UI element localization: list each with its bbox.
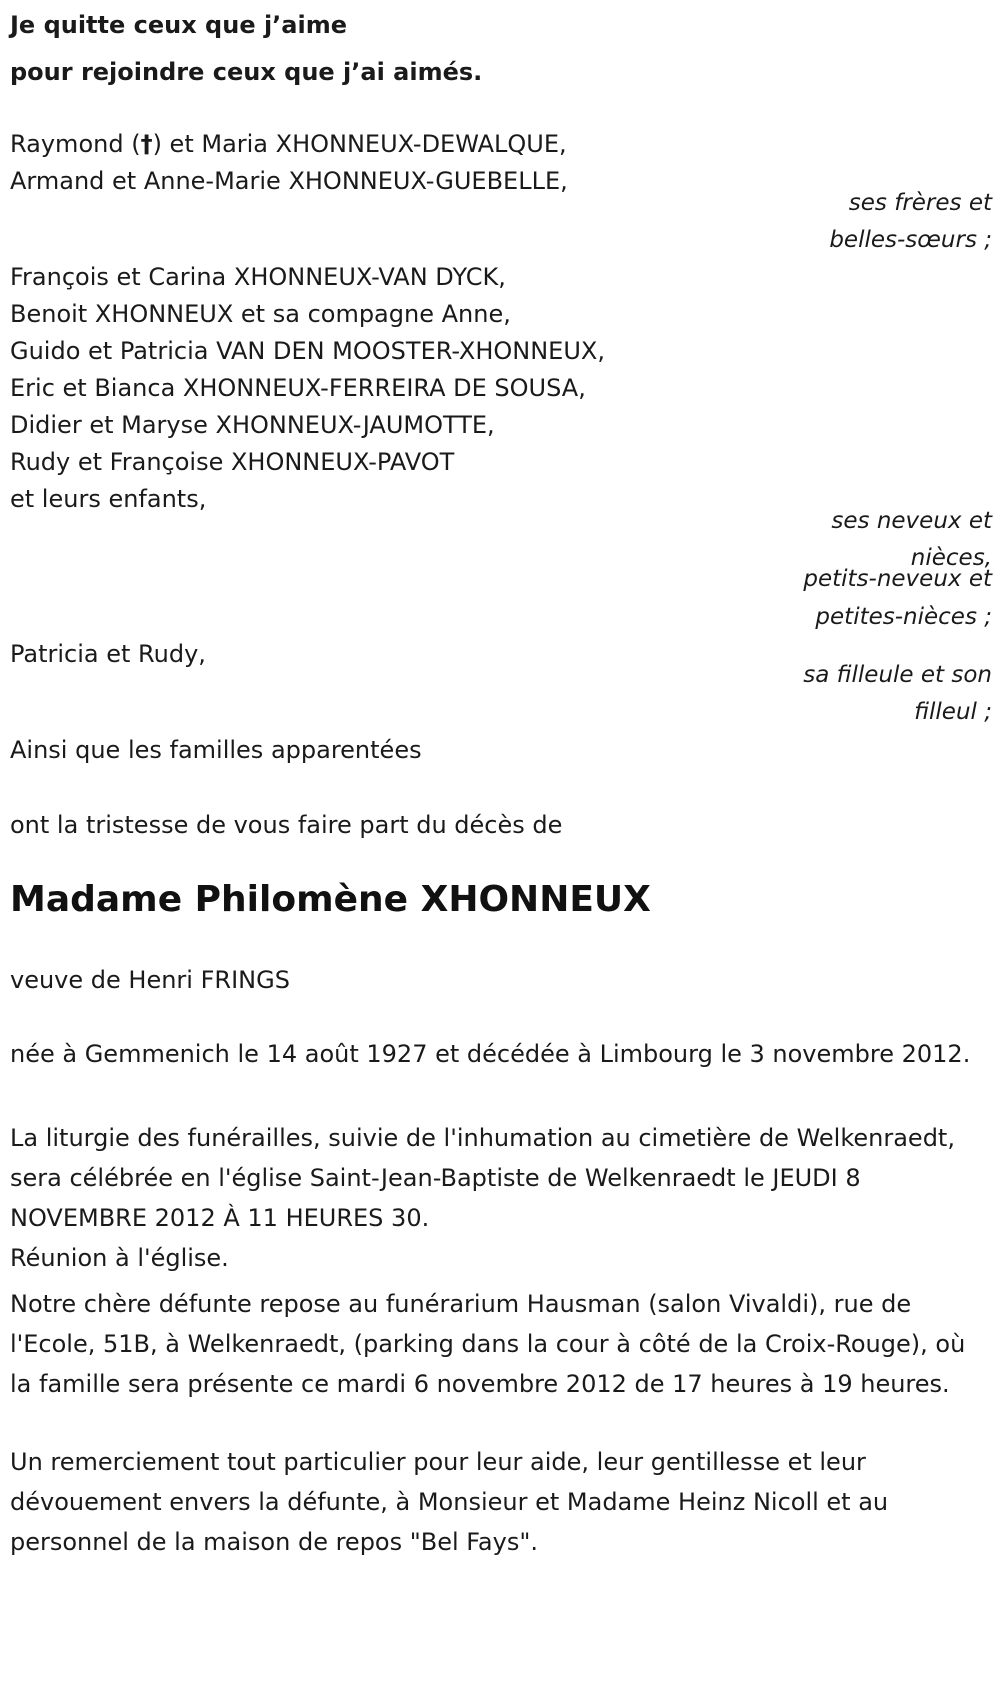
announcement-text: ont la tristesse de vous faire part du décès de: [10, 811, 563, 839]
widow-of: veuve de Henri FRINGS: [10, 966, 290, 994]
sibling-line-1-suffix: ) et Maria XHONNEUX-DEWALQUE,: [152, 130, 567, 158]
meeting-text: Réunion à l'église.: [10, 1244, 229, 1272]
poem-line-2: pour rejoindre ceux que j’ai aimés.: [10, 58, 483, 86]
siblings-relation-1: ses frères et: [848, 190, 992, 216]
nephews-relation-4: petites-nièces ;: [815, 604, 992, 630]
nephew-line: et leurs enfants,: [10, 485, 207, 513]
deceased-name: Madame Philomène XHONNEUX: [10, 879, 651, 920]
siblings-relation-2: belles-sœurs ;: [829, 227, 992, 253]
liturgy-paragraph: La liturgie des funérailles, suivie de l'inhumation au cimetière de Welkenraedt, sera célébrée en l'église Saint-Jean-Baptiste de Welkenraedt le JEUDI 8 NOVEMBRE 2012 À 11 HEURES 30.: [10, 1124, 955, 1232]
nephews-relation-1: ses neveux et: [831, 508, 992, 534]
sibling-line-2: Armand et Anne-Marie XHONNEUX-GUEBELLE,: [10, 167, 568, 195]
nephew-line: François et Carina XHONNEUX-VAN DYCK,: [10, 263, 506, 291]
funerarium-paragraph: Notre chère défunte repose au funérarium Hausman (salon Vivaldi), rue de l'Ecole, 51B, à Welkenraedt, (parking dans la cour à côté de la Croix-Rouge), où la famille sera présente ce mardi 6 novembre 2012 de 17 heures à 19 heures.: [10, 1290, 966, 1398]
nephew-line: Guido et Patricia VAN DEN MOOSTER-XHONNEUX,: [10, 337, 605, 365]
nephews-relation-3: petits-neveux et: [803, 566, 992, 592]
sibling-line-1: [10, 124, 567, 164]
nephew-line: Benoit XHONNEUX et sa compagne Anne,: [10, 300, 511, 328]
poem-line-1: Je quitte ceux que j’aime: [10, 11, 348, 39]
related-families: Ainsi que les familles apparentées: [10, 736, 422, 764]
thanks-paragraph: Un remerciement tout particulier pour leur aide, leur gentillesse et leur dévouement envers la défunte, à Monsieur et Madame Heinz Nicoll et au personnel de la maison de repos "Bel Fays".: [10, 1448, 889, 1556]
godchildren-names: Patricia et Rudy,: [10, 640, 206, 668]
sibling-line-1-prefix: Raymond (: [10, 130, 141, 158]
nephew-line: Didier et Maryse XHONNEUX-JAUMOTTE,: [10, 411, 495, 439]
nephew-line: Eric et Bianca XHONNEUX-FERREIRA DE SOUSA,: [10, 374, 586, 402]
nephew-line: Rudy et Françoise XHONNEUX-PAVOT: [10, 448, 455, 476]
birth-death-paragraph: née à Gemmenich le 14 août 1927 et décédée à Limbourg le 3 novembre 2012.: [10, 1040, 971, 1068]
cross-icon: †: [140, 130, 153, 158]
nephews-relation-2: nièces,: [910, 545, 992, 571]
godchildren-relation-1: sa filleule et son: [803, 662, 992, 688]
godchildren-relation-2: filleul ;: [914, 699, 992, 725]
